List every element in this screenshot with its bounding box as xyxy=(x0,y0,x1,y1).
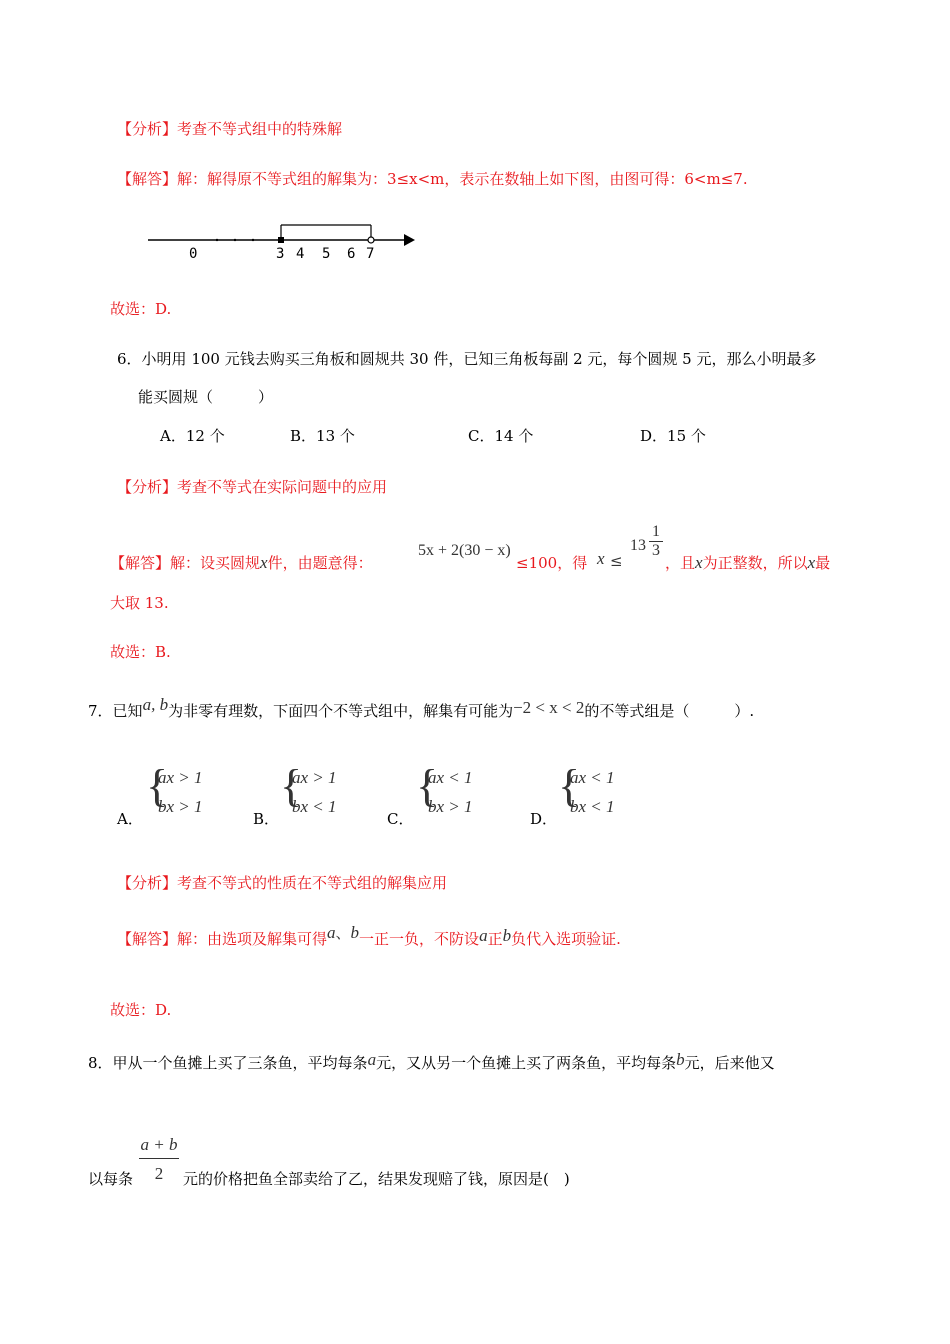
q8-fraction xyxy=(139,1135,179,1184)
q8-text: 甲从一个鱼摊上买了三条鱼，平均每条 xyxy=(112,1054,368,1072)
answer-text: 正 xyxy=(487,930,503,948)
math-leq: ≤ xyxy=(610,552,623,570)
q8-text: 元，又从另一个鱼摊上买了两条鱼，平均每条 xyxy=(376,1054,677,1072)
system-line: ax < 1 xyxy=(570,768,615,787)
q7-option-c-label: C． xyxy=(387,810,414,828)
answer-tag: 【解答】 xyxy=(117,930,178,948)
q7-text: 为非零有理数，下面四个不等式组中，解集有可能为 xyxy=(168,702,514,720)
mixed-number-fraction xyxy=(649,523,663,560)
q7-text: 的不等式组是（ ）. xyxy=(584,702,755,720)
answer-text: 一正一负，不防设 xyxy=(359,930,480,948)
q6-answer-mid: ≤100，得 xyxy=(516,554,588,572)
number-line-arrow xyxy=(404,234,415,246)
system-line: ax > 1 xyxy=(158,768,203,787)
q7-option-c-system xyxy=(428,763,473,821)
math-var-x: x xyxy=(597,549,605,568)
math-range: −2 < x < 2 xyxy=(513,698,585,717)
q7-option-b-label: B． xyxy=(253,810,280,828)
q6-text: 小明用 100 元钱去购买三角板和圆规共 30 件，已知三角板每副 2 元，每个圆规 5 元，那么小明最多 xyxy=(141,350,817,368)
tick-dot xyxy=(216,239,218,241)
q6-option-a: A．12 个 xyxy=(160,427,225,445)
open-point-7 xyxy=(368,237,374,243)
closed-point-3 xyxy=(278,237,284,243)
q7-stem xyxy=(88,695,755,721)
math-var-a: a xyxy=(479,926,488,945)
q7-text: 已知 xyxy=(112,702,143,720)
answer-text: 解：解得原不等式组的解集为：3≤x<m，表示在数轴上如下图，由图可得：6<m≤7. xyxy=(177,170,748,188)
q7-option-d-system xyxy=(570,763,615,821)
system-line: ax < 1 xyxy=(428,768,473,787)
q7-answer-line xyxy=(117,923,621,949)
math-var-x: x xyxy=(260,553,268,572)
answer-line xyxy=(117,168,748,189)
mixed-number-whole: 13 xyxy=(630,537,646,554)
brace-icon: { xyxy=(146,760,169,811)
answer-text: ，且 xyxy=(665,554,696,572)
analysis-text: 考查不等式组中的特殊解 xyxy=(177,120,343,138)
tick-label-3: 3 xyxy=(276,246,285,262)
q8-text: 元，后来他又 xyxy=(684,1054,775,1072)
q6-choice: 故选：B. xyxy=(110,643,171,661)
q6-option-b: B．13 个 xyxy=(290,427,355,445)
q8-stem-line2-prefix: 以每条 xyxy=(88,1170,134,1188)
q6-option-c: C．14 个 xyxy=(468,427,534,445)
q7-option-a-system xyxy=(158,763,203,821)
system-line: ax > 1 xyxy=(292,768,337,787)
math-var-b: b xyxy=(350,923,360,942)
system-line: bx > 1 xyxy=(428,797,473,816)
tick-dot xyxy=(252,239,254,241)
math-var-a: a xyxy=(327,923,336,942)
answer-tag: 【解答】 xyxy=(117,170,178,188)
math-var-b: b xyxy=(502,926,512,945)
q8-stem-line1 xyxy=(88,1052,775,1073)
q8-stem-line2: 元的价格把鱼全部卖给了乙，结果发现赔了钱，原因是( ) xyxy=(183,1170,570,1188)
q6-stem-line1 xyxy=(117,348,817,369)
fraction-denominator: 2 xyxy=(139,1158,179,1184)
tick-label-6: 6 xyxy=(347,246,356,262)
q8-number: 8． xyxy=(88,1054,113,1072)
q7-option-d-label: D． xyxy=(530,810,558,828)
math-var-a: a xyxy=(367,1050,377,1069)
brace-icon: { xyxy=(416,760,439,811)
tick-label-5: 5 xyxy=(322,246,331,262)
q7-option-b-system xyxy=(292,763,337,821)
system-line: bx < 1 xyxy=(292,797,337,816)
choice-line: 故选：D. xyxy=(110,300,172,318)
fraction-numerator: a + b xyxy=(140,1135,178,1154)
math-var-x: x xyxy=(695,553,703,572)
q6-option-d: D．15 个 xyxy=(640,427,706,445)
analysis-tag: 【分析】 xyxy=(117,120,178,138)
math-expression: 5x + 2(30 − x) xyxy=(418,542,511,559)
analysis-tag: 【分析】 xyxy=(117,478,178,496)
separator: 、 xyxy=(335,924,351,942)
q7-option-a-label: A． xyxy=(117,810,143,828)
analysis-text: 考查不等式在实际问题中的应用 xyxy=(177,478,388,496)
q6-answer-line1 xyxy=(110,552,373,573)
q7-analysis-line xyxy=(117,872,447,893)
answer-text: 负代入选项验证. xyxy=(511,930,621,948)
analysis-text: 考查不等式的性质在不等式组的解集应用 xyxy=(177,874,448,892)
fraction-denominator: 3 xyxy=(649,541,663,560)
fraction-numerator: 1 xyxy=(652,523,660,540)
system-line: bx < 1 xyxy=(570,797,615,816)
math-var-x: x xyxy=(807,553,816,572)
q6-answer-line2: 大取 13. xyxy=(110,594,169,612)
q7-number: 7． xyxy=(88,702,113,720)
tick-dot xyxy=(234,239,236,241)
answer-text: 解：设买圆规 xyxy=(170,554,261,572)
brace-icon: { xyxy=(558,760,581,811)
brace-icon: { xyxy=(280,760,303,811)
answer-text: 解：由选项及解集可得 xyxy=(177,930,328,948)
q6-stem-line2: 能买圆规（ ） xyxy=(138,388,274,406)
answer-tag: 【解答】 xyxy=(110,554,171,572)
q6-analysis-line xyxy=(117,476,387,497)
math-vars-ab: a, b xyxy=(142,695,169,714)
tick-label-7: 7 xyxy=(366,246,375,262)
system-line: bx > 1 xyxy=(158,797,203,816)
analysis-tag: 【分析】 xyxy=(117,874,178,892)
q7-choice: 故选：D. xyxy=(110,1001,172,1019)
q6-answer-tail xyxy=(665,552,830,573)
q6-number: 6． xyxy=(117,350,142,368)
tick-label-4: 4 xyxy=(296,246,305,262)
answer-text: 为正整数，所以 xyxy=(702,554,808,572)
answer-text: 最 xyxy=(815,554,831,572)
analysis-line xyxy=(117,118,342,139)
math-var-b: b xyxy=(676,1050,685,1069)
answer-text: 件，由题意得： xyxy=(267,554,373,572)
number-line-diagram xyxy=(145,218,425,266)
tick-label-0: 0 xyxy=(189,246,198,262)
